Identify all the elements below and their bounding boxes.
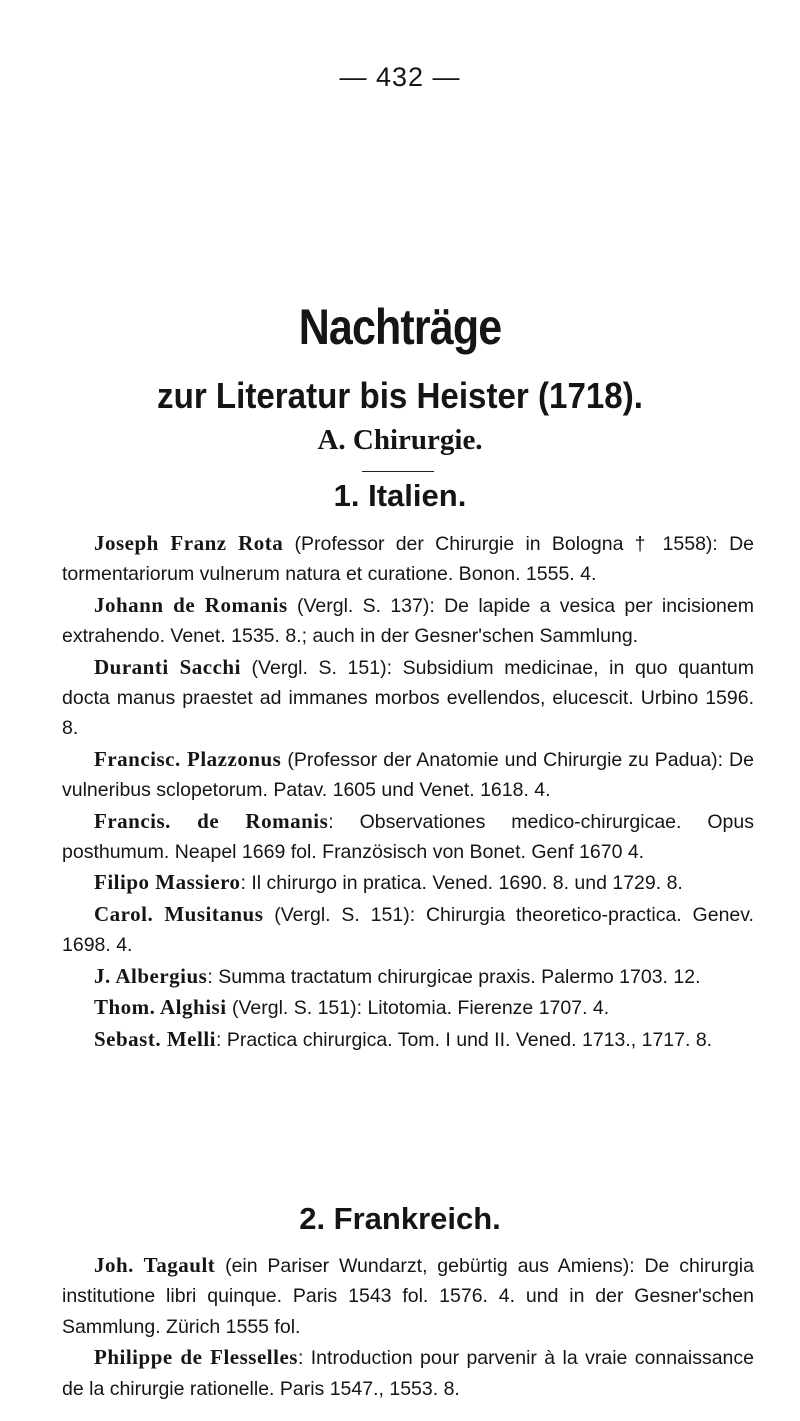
bibliography-entry [62, 744, 754, 806]
entry-author: Francis. de Romanis [94, 808, 329, 833]
entry-list-italien [62, 528, 754, 1055]
divider-rule [362, 471, 434, 472]
section-heading-chirurgie: A. Chirurgie. [317, 424, 483, 456]
entry-text: (Vergl. S. 151): Subsidium medicinae, in quo quantum docta manus praestet ad immanes morbos evellendos, elucescit. Urbino 1596. 8. [62, 656, 754, 740]
entry-text: : Il chirurgo in pratica. Vened. 1690. 8. und 1729. 8. [240, 872, 683, 895]
entry-text: : Practica chirurgica. Tom. I und II. Vened. 1713., 1717. 8. [216, 1028, 713, 1051]
entry-author: Thom. Alghisi [94, 995, 227, 1020]
bibliography-entry [62, 1342, 754, 1404]
entry-author: Duranti Sacchi [94, 654, 241, 679]
bibliography-entry [62, 899, 754, 961]
entry-text: (Professor der Anatomie und Chirurgie zu Padua): De vulneribus sclopetorum. Patav. 1605 und Venet. 1618. 4. [62, 748, 754, 802]
country-heading-italien: 1. Italien. [333, 478, 467, 513]
bibliography-entry [62, 1250, 754, 1342]
entry-author: Philippe de Flesselles [94, 1345, 298, 1370]
entry-author: Joh. Tagault [94, 1253, 216, 1277]
bibliography-entry [62, 590, 754, 652]
page-title: Nachträge [298, 299, 502, 355]
entry-text: (Professor der Chirurgie in Bologna † 1558): De tormentariorum vulnerum natura et curatione. Bonon. 1555. 4. [62, 533, 754, 586]
bibliography-entry [62, 806, 754, 868]
entry-text: : Introduction pour parvenir à la vraie connaissance de la chirurgie rationelle. Paris 1547., 1553. 8. [62, 1347, 755, 1400]
bibliography-entry [62, 961, 754, 992]
entry-text: (Vergl. S. 151): Chirurgia theoretico-practica. Genev. 1698. 4. [62, 903, 754, 957]
entry-author: Carol. Musitanus [94, 901, 264, 926]
entry-author: Joseph Franz Rota [94, 531, 284, 555]
bibliography-entry [62, 652, 754, 744]
entry-text: (Vergl. S. 151): Litotomia. Fierenze 1707. 4. [226, 997, 610, 1020]
entry-author: Johann de Romanis [94, 592, 288, 617]
entry-text: (Vergl. S. 137): De lapide a vesica per incisionem extrahendo. Venet. 1535. 8.; auch in der Gesner'schen Sammlung. [62, 594, 754, 648]
bibliography-entry [62, 1024, 754, 1055]
country-heading-frankreich: 2. Frankreich. [299, 1201, 501, 1236]
page-number: — 432 — [339, 62, 461, 92]
entry-author: Filipo Massiero [94, 870, 241, 895]
entry-list-frankreich [62, 1250, 754, 1404]
entry-text: : Observationes medico-chirurgicae. Opus posthumum. Neapel 1669 fol. Französisch von Bonet. Genf 1670 4. [62, 810, 754, 864]
entry-author: J. Albergius [94, 963, 208, 988]
entry-text: (ein Pariser Wundarzt, gebürtig aus Amiens): De chirurgia institutione libri quinque. Paris 1543 fol. 1576. 4. und in der Gesner'schen Sammlung. Zürich 1555 fol. [62, 1255, 754, 1338]
entry-author: Francisc. Plazzonus [94, 746, 282, 771]
entry-text: : Summa tractatum chirurgicae praxis. Palermo 1703. 12. [207, 965, 701, 988]
bibliography-entry [62, 867, 754, 898]
page-subtitle: zur Literatur bis Heister (1718). [157, 375, 643, 416]
bibliography-entry [62, 528, 754, 590]
entry-author: Sebast. Melli [94, 1026, 216, 1051]
bibliography-entry [62, 992, 754, 1023]
